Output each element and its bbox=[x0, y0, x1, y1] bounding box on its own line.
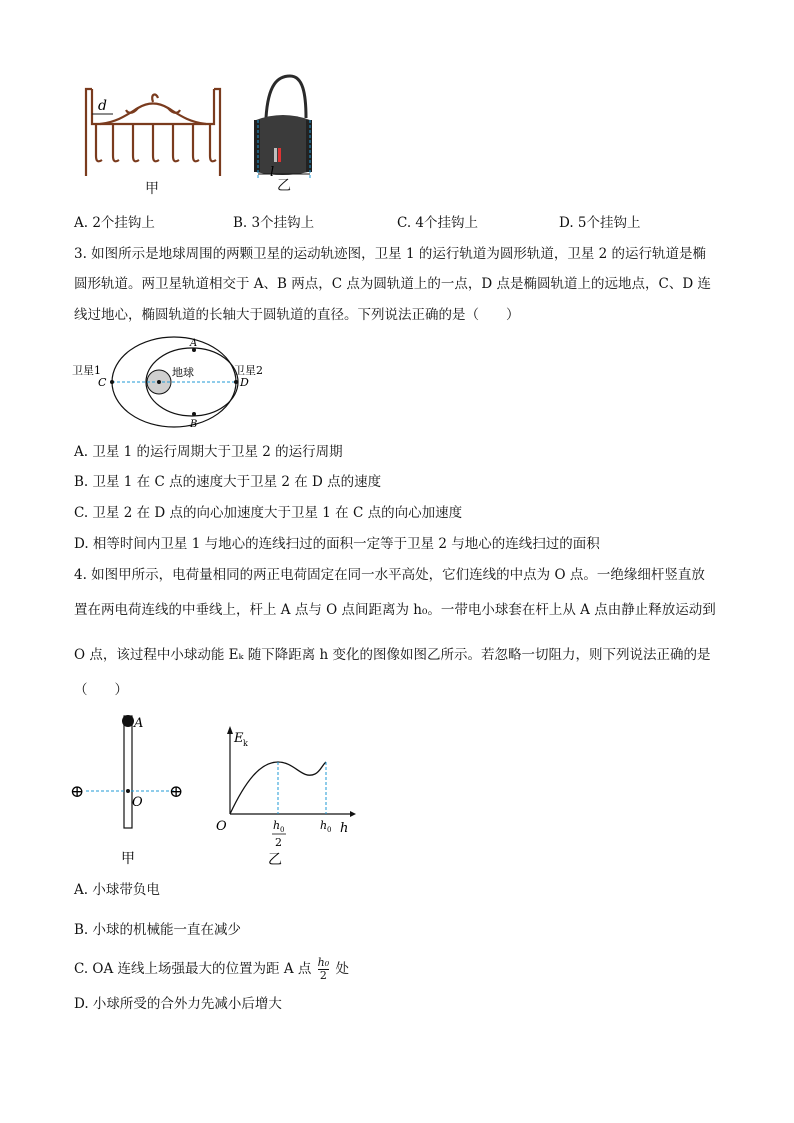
label-d: d bbox=[98, 98, 107, 114]
q2-option-b: B. 3个挂钩上 bbox=[233, 215, 315, 231]
q3-option-c: C. 卫星 2 在 D 点的向心加速度大于卫星 1 在 C 点的向心加速度 bbox=[74, 505, 463, 521]
q2-option-d: D. 5个挂钩上 bbox=[559, 215, 641, 231]
q4-option-c-frac-den: 2 bbox=[319, 969, 327, 982]
bag-caption: 乙 bbox=[277, 178, 291, 194]
graph-ylabel: E bbox=[234, 731, 244, 746]
tick1-num-sub: 0 bbox=[280, 826, 285, 834]
q3-option-a: A. 卫星 1 的运行周期大于卫星 2 的运行周期 bbox=[74, 444, 343, 460]
q3-option-b: B. 卫星 1 在 C 点的速度大于卫星 2 在 D 点的速度 bbox=[74, 474, 382, 490]
hook-rack-figure bbox=[78, 84, 228, 184]
label-earth: 地球 bbox=[172, 366, 194, 379]
label-l: l bbox=[270, 165, 275, 180]
graph-xlabel: h bbox=[340, 821, 349, 836]
q3-stem-line-3: 线过地心，椭圆轨道的长轴大于圆轨道的直径。下列说法正确的是（ ） bbox=[74, 307, 520, 323]
q4-option-c-text: C. OA 连线上场强最大的位置为距 A 点 bbox=[74, 961, 312, 977]
q4-option-b: B. 小球的机械能一直在减少 bbox=[74, 922, 242, 938]
q3-stem-line-1: 3. 如图所示是地球周围的两颗卫星的运动轨迹图，卫星 1 的运行轨道为圆形轨道，卫星 2 的运行轨道是椭 bbox=[74, 246, 707, 262]
label-point-b: B bbox=[190, 419, 198, 430]
q4-option-c-frac-num: h₀ bbox=[317, 956, 330, 969]
q4-stem-line-1: 4. 如图甲所示，电荷量相同的两正电荷固定在同一水平高处，它们连线的中点为 O 点。一绝缘细杆竖直放 bbox=[74, 567, 705, 583]
q4-stem-line-3: O 点，该过程中小球动能 Eₖ 随下降距离 h 变化的图像如图乙所示。若忽略一切阻力，则下列说法正确的是 bbox=[74, 647, 711, 663]
q4-option-d: D. 小球所受的合外力先减小后增大 bbox=[74, 996, 282, 1012]
rod-label-o: O bbox=[132, 795, 143, 810]
rod-figure bbox=[66, 708, 196, 868]
bag-figure bbox=[248, 74, 318, 184]
tick2: h bbox=[320, 819, 328, 832]
q2-option-c: C. 4个挂钩上 bbox=[397, 215, 479, 231]
graph-ylabel-sub: k bbox=[243, 739, 248, 748]
orbit-figure bbox=[72, 330, 282, 430]
q3-option-d: D. 相等时间内卫星 1 与地心的连线扫过的面积一定等于卫星 2 与地心的连线扫过的面积 bbox=[74, 536, 600, 552]
label-point-d: D bbox=[240, 376, 249, 389]
ek-h-graph bbox=[210, 722, 360, 870]
q4-option-a: A. 小球带负电 bbox=[74, 882, 160, 898]
label-point-a: A bbox=[190, 338, 198, 349]
tick2-sub: 0 bbox=[327, 826, 332, 834]
rod-caption: 甲 bbox=[121, 851, 135, 867]
tick1-num: h bbox=[273, 819, 281, 832]
graph-origin: O bbox=[216, 819, 227, 834]
q2-option-a: A. 2个挂钩上 bbox=[74, 215, 155, 231]
hook-caption: 甲 bbox=[145, 181, 159, 197]
rod-label-a: A bbox=[134, 716, 144, 731]
q4-stem-line-4: （ ） bbox=[74, 682, 128, 698]
label-point-c: C bbox=[98, 376, 107, 389]
q4-option-c bbox=[74, 957, 349, 982]
q4-stem-line-2: 置在两电荷连线的中垂线上，杆上 A 点与 O 点间距离为 h₀。一带电小球套在杆上从 A 点由静止释放运动到 bbox=[74, 602, 716, 618]
graph-caption: 乙 bbox=[268, 852, 282, 868]
label-sat1: 卫星1 bbox=[72, 364, 101, 377]
left-charge: ⊕ bbox=[70, 782, 85, 802]
label-sat2: 卫星2 bbox=[234, 364, 263, 377]
q3-stem-line-2: 圆形轨道。两卫星轨道相交于 A、B 两点，C 点为圆轨道上的一点，D 点是椭圆轨道上的远地点，C、D 连 bbox=[74, 276, 711, 292]
right-charge: ⊕ bbox=[169, 782, 184, 802]
q4-option-c-tail: 处 bbox=[335, 961, 349, 977]
tick1-den: 2 bbox=[275, 836, 282, 849]
